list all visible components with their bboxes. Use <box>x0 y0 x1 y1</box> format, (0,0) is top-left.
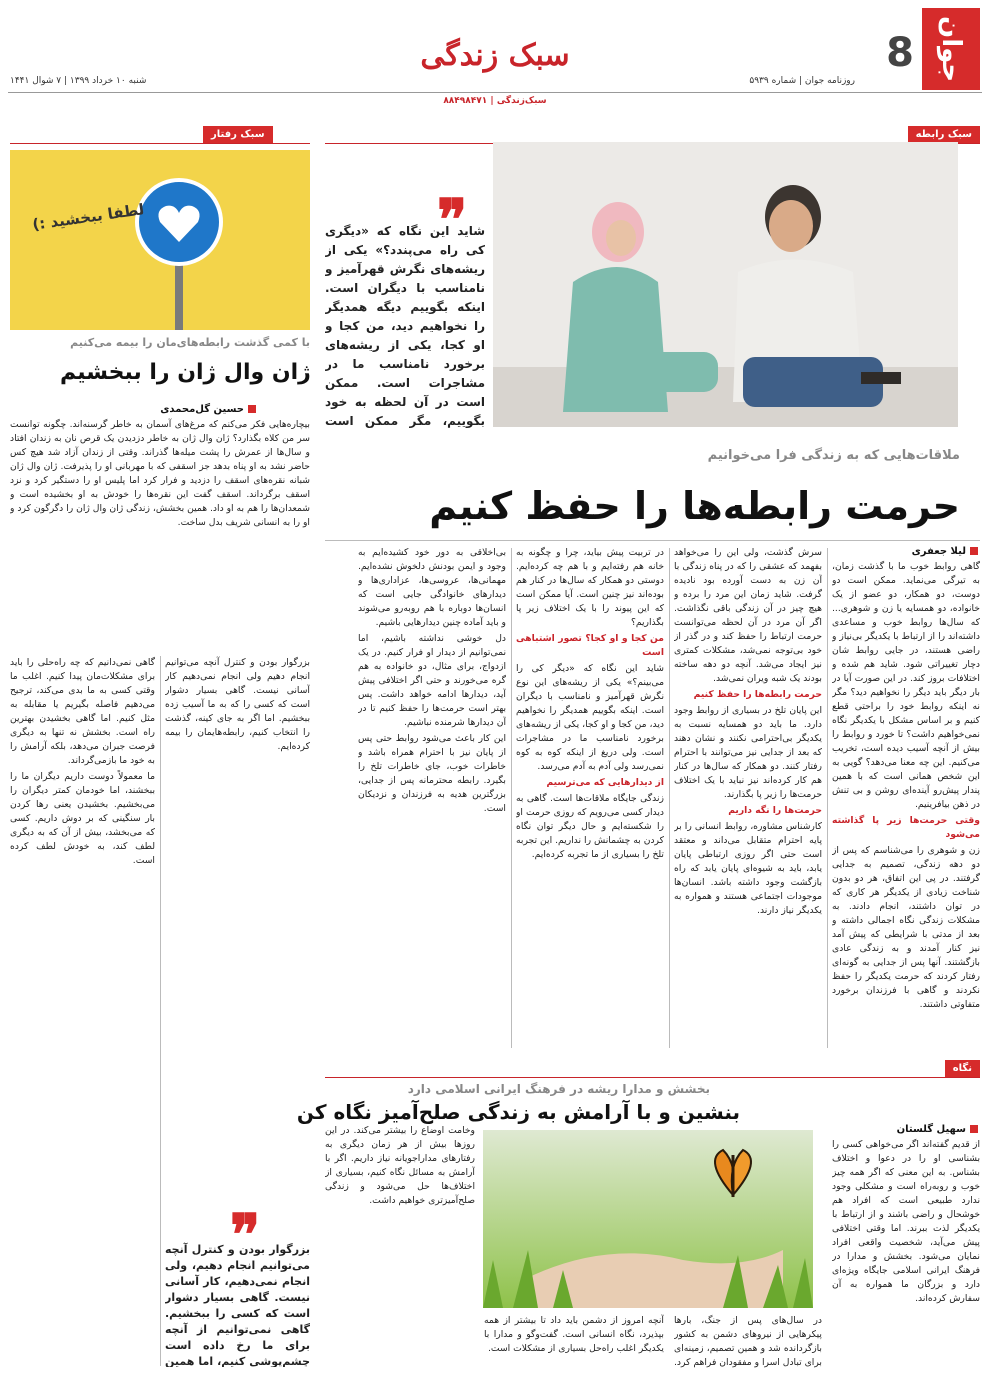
side-col-b-text: بزرگوار بودن و کنترل آنچه می‌توانیم انجام دهیم ولی انجام نمی‌دهیم کار آسانی نیست. گاهی بسیار دشوار است که کسی را که به ما آسیب زده ببخشیم. اما اگر به جای کینه، گذشت را انتخاب کنیم، رابطه‌هایمان را بیمه کرده‌ایم. <box>165 657 310 752</box>
main-col-2-text-c: کارشناس مشاوره، روابط انسانی را بر پایه احترام متقابل می‌داند و معتقد است حتی اگر روزی ارتباطی پایان یابد، باید به شیوه‌ای پایان یابد که راه بازگشت وجود داشته باشد. انسان‌ها موجودات اجتماعی هستند و همواره به یکدیگر نیاز دارند. <box>674 821 822 916</box>
page-number: 8 <box>886 30 914 76</box>
side-quote-mark: ❞ <box>230 1202 261 1268</box>
main-col-3-subhead-1: من کجا و او کجا؟ تصور اشتباهی است <box>516 633 664 658</box>
bottom-section-tag: نگاه <box>945 1060 980 1078</box>
bottom-col-3-text: آنچه امروز از دشمن باید داد تا بیشتر از همه بپذیرد، نگاه انسانی است. گفت‌وگو و مدارا با یکدیگر اغلب راه‌حل بسیاری از مشکلات است. <box>484 1315 664 1354</box>
bottom-col-1 <box>832 1138 980 1370</box>
side-intro <box>10 418 310 646</box>
main-col-1-text: گاهی روابط خوب ما با گذشت زمان، به تیرگی می‌نماید. ممکن است دو دوست، دو همکار، دو عضو از یک خانواده، دو همسایه یا زن و شوهری... که سال‌ها روابط خوب و مساعدی داشته‌اند را از ارتباط با یکدیگر بی‌نیاز و راضی هستند، در جایی روابط شان دچار تغییراتی شود. شاید هم شده و اختلافات بروز کند. در این صورت آیا در بار دیگر باید دیگر را نخواهیم دید؟ مگر نه اینکه روابط خود را براحتی قطع کنیم و بر اساس مشکل با یکدیگر نگاه نمی‌خواهیم داشت؟ تا خورد و روابط را بیش از آنچه آسیب دیده است، تخریب می‌کنیم. این چه معنا می‌دهد؟ گویی به این شخص همانی است که با همین پندار پیش‌رو آینده‌ای روشن و بی تنش در ذهن بیافرینیم. <box>832 561 980 810</box>
couple-illustration <box>493 142 958 427</box>
bottom-col-1-text: از قدیم گفته‌اند اگر می‌خواهی کسی را بشناسی او را در دعوا و اختلاف بشناس. به این معنی که اگر همه چیز خوب و روبه‌راه است و مشکلی وجود ندارد طبیعی است که افراد هم خوشحال و راضی باشند و از ارتباط با یکدیگر لذت ببرند. اما وقتی اختلافی پیش می‌آید، شخصیت واقعی افراد نمایان می‌شود. بخشش و مدارا در فرهنگ ایرانی اسلامی جایگاه ویژه‌ای دارد و بزرگان ما همواره به آن سفارش کرده‌اند. <box>832 1139 980 1304</box>
side-headline: ژان وال ژان را ببخشیم <box>60 360 311 385</box>
bottom-col-3 <box>484 1314 664 1370</box>
side-pullquote: بزرگوار بودن و کنترل آنچه می‌توانیم انجام دهیم، ولی انجام نمی‌دهیم، کار آسانی نیست. گاهی بسیار دشوار است که کسی را ببخشیم. گاهی نمی‌توانیم از آنچه برای ما رخ داده است چشم‌پوشی کنیم، اما همین <box>165 1243 310 1367</box>
section-masthead-sub: سبک‌زندگی | ۸۸۴۹۸۴۷۱ <box>443 96 547 106</box>
main-col-2-text: سرش گذشت، ولی این را می‌خواهد بفهمد که عشقی را که در پناه زندگی با آن زن به دست آورده بود نادیده گرفت. شاید زمان این مرد را برده و هیچ چیز در آن زندگی باقی نگذاشت. اگر آن مرد در آن لحظه می‌توانست حرمت ارتباط را حفظ کند و در گذر از خود بی‌توجه نمی‌شد، مشکلات کمتری نیز ایجاد می‌شد. آنچه دو دهه ساخته بودند یک شبه ویران نمی‌شد. <box>674 547 822 684</box>
date-info: شنبه ۱۰ خرداد ۱۳۹۹ | ۷ شوال ۱۴۴۱ <box>10 76 147 86</box>
bottom-tag-rule <box>325 1077 980 1078</box>
butterfly-photo <box>483 1130 813 1308</box>
main-col-2-subhead-1: حرمت رابطه‌ها را حفظ کنیم <box>693 689 822 700</box>
main-col-1 <box>832 560 980 1050</box>
col-divider <box>827 548 828 1048</box>
side-col-a <box>10 656 155 1366</box>
side-col-a-text: گاهی نمی‌دانیم که چه راه‌حلی را باید برای مشکلات‌مان پیدا کنیم. اغلب ما وقتی کسی به ما بدی می‌کند، ترجیح می‌دهیم فاصله بگیریم یا مقابله به مثل کنیم. اما گاهی بخشیدن بهترین راه است. بخشش نه تنها به دیگری فرصت جبران می‌دهد، بلکه آرامش را به خود ما بازمی‌گرداند. <box>10 657 155 766</box>
headline-rule <box>325 540 980 541</box>
col-divider <box>160 656 161 1366</box>
side-col-a-text-b: ما معمولاً دوست داریم دیگران ما را ببخشند، اما خودمان کمتر دیگران را می‌بخشیم. بخشیدن یعنی رها کردن بار سنگینی که بر دوش داریم. کسی که می‌بخشد، بیش از آن که به دیگری لطف کند، به خودش لطف کرده است. <box>10 771 155 866</box>
main-col-2-text-b: این پایان تلخ در بسیاری از روابط وجود دارد. ما باید دو همسایه نسبت به یکدیگر بی‌احترامی نکنند و نشان دهند که بعد از جدایی نیز می‌توانند با احترام رفتار کنند. دو همکار که سال‌ها در کنار هم کار کرده‌اند نیز نباید با یک اختلاف حرمت‌ها را زیر پا بگذارند. <box>674 705 822 800</box>
main-col-3-text: در تربیت پیش بیاید، چرا و چگونه به خانه هم رفته‌ایم و با هم چه کرده‌ایم. دوستی دو همکار که سال‌ها در کنار هم بوده‌اند نیز چنین است. آیا ممکن است که این پیوند را با یک اختلاف زیر پا بگذاریم؟ <box>516 547 664 628</box>
main-col-3-text-b: شاید این نگاه که «دیگر کی را می‌بینم؟» یکی از ریشه‌های این نوع نگرش قهرآمیز و نامناسب با دیگران است. اینکه بگوییم همدیگر را نخواهیم دید، من کجا و او کجا، یکی از ریشه‌های برخورد نامناسب ما در مشاجرات است. ولی دریغ از اینکه کوه به کوه نمی‌رسد ولی آدم به آدم می‌رسد. <box>516 663 664 772</box>
main-col-2-subhead-2: حرمت‌ها را نگه داریم <box>728 805 822 816</box>
main-col-3-text-c: زندگی جایگاه ملاقات‌ها است. گاهی به دیدار کسی می‌رویم که روزی حرمت او را شکسته‌ایم و حال دیگر توان نگاه کردن به چشمانش را نداریم. این تجربه تلخ را بسیاری از ما تجربه کرده‌ایم. <box>516 793 664 860</box>
bottom-headline: بنشین و با آرامش به زندگی صلح‌آمیز نگاه کن <box>296 1100 740 1124</box>
bottom-author: سهیل گلستان <box>897 1124 978 1135</box>
side-section-tag: سبک رفتار <box>203 126 273 144</box>
bottom-col-4 <box>325 1124 475 1370</box>
main-col-4-text-c: این کار باعث می‌شود روابط حتی پس از پایان نیز با احترام همراه باشد و خاطرات خوب، جای خاطرات تلخ را بگیرد. رابطه محترمانه پس از جدایی، بزرگترین هدیه به فرزندان و نزدیکان است. <box>358 733 506 814</box>
main-col-2 <box>674 546 822 1050</box>
sorry-sign-photo <box>10 150 310 330</box>
side-tag-rule <box>10 143 310 144</box>
side-col-b <box>165 656 310 1211</box>
section-masthead: سبک زندگی <box>420 38 570 73</box>
main-col-1-subhead: وقتی حرمت‌ها زیر پا گذاشته می‌شود <box>832 815 980 840</box>
pullquote-mark: ❞ <box>437 187 468 253</box>
main-author: لیلا جعفری <box>912 546 978 557</box>
main-pullquote: شاید این نگاه که «دیگری کی راه می‌پندد؟» یکی از ریشه‌های نگرش قهرآمیز و نامناسب با دیگران است. اینکه بگوییم دیگه همدیگر را نخواهیم دید، من کجا و او کجا، یکی از ریشه‌های برخورد نامناسب ما در مشاجرات است. ممکن است در آن لحظه به خود بگوییم، مگر ممکن است <box>325 224 485 428</box>
issue-info: روزنامه جوان | شماره ۵۹۳۹ <box>749 76 855 86</box>
main-headline: حرمت رابطه‌ها را حفظ کنیم <box>429 484 960 528</box>
main-col-4 <box>358 546 506 1050</box>
sorry-sign-illustration <box>10 150 310 330</box>
sorry-sign-text: لطفا ببخشید :) <box>31 200 146 234</box>
main-kicker: ملاقات‌هایی که به زندگی فرا می‌خوانیم <box>707 448 960 463</box>
main-col-4-text-b: دل خوشی نداشته باشیم، اما نمی‌توانیم از دیدار او فرار کنیم. در یک ازدواج، برای مثال، دو خانواده به هم گره می‌خورند و حتی اگر اختلافی پیش آید، دیدارها ادامه خواهد داشت. پس بهتر است حرمت‌ها را حفظ کنیم تا در آن دیدارها شرمنده نباشیم. <box>358 633 506 728</box>
bottom-col-2-text: در سال‌های پس از جنگ، بارها پیکرهایی از نیروهای دشمن به کشور بازگردانده شد و همین تصمیم، زمینه‌ای برای تبادل اسرا و مفقودان فراهم کرد. <box>674 1315 822 1368</box>
couple-photo <box>493 142 958 427</box>
butterfly-illustration <box>483 1130 813 1308</box>
bottom-kicker: بخشش و مدارا ریشه در فرهنگ ایرانی اسلامی دارد <box>407 1082 710 1096</box>
main-col-4-text: بی‌اخلاقی به دور خود کشیده‌ایم به وجود و ایمن بودنش دلخوش نشده‌ایم. مهمانی‌ها، عروسی‌ها، عزاداری‌ها و دیدارهای خانوادگی جایی است که انسان‌ها دوباره با هم روبه‌رو می‌شوند و باید آماده چنین دیدارهایی باشیم. <box>358 547 506 628</box>
col-divider <box>511 548 512 1048</box>
newspaper-logo: جوان <box>922 8 980 90</box>
main-col-3-subhead-2: از دیدارهایی که می‌ترسیم <box>546 777 664 788</box>
main-col-1-text-b: زن و شوهری را می‌شناسم که پس از دو دهه زندگی، تصمیم به جدایی گرفتند. در پی این اتفاق، هر دو بدون شناخت زیادی از یکدیگر هر کاری که در توان داشتند، انجام دادند. به مشکلات زندگی نگاه اجمالی داشته و بعد از مدتی با شرایطی که پیش آمد نیز کنار آمدند و به زندگی عادی بازگشتند. آنها پس از جدایی به گونه‌ای رفتار کردند که حرمت یکدیگر را حفظ نکردند و گاهی با فرزندان برخورد متفاوتی داشتند. <box>832 845 980 1010</box>
side-intro-text: بیچاره‌هایی فکر می‌کنم که مرغ‌های آسمان به خاطر گرسنه‌اند. چگونه توانست سر من کلاه بگذارد؟ ژان وال ژان به خاطر دزدیدن یک قرص نان به زندان افتاد و سال‌ها از عمرش را پشت میله‌ها گذراند. وقتی از زندان آزاد شد هیچ کس حاضر نشد به او پناه بدهد جز اسقفی که با مهربانی او را پذیرفت. ژان وال ژان شبانه نقره‌های اسقف را دزدید و فرار کرد اما پلیس او را دستگیر کرد و نزد اسقف برگرداند. اسقف گفت این نقره‌ها را خودش به او بخشیده است و شمعدان‌ها را هم به او داد. همین بخشش، زندگی ژان وال ژان را دگرگون کرد و او را به انسانی شریف بدل ساخت. <box>10 419 310 528</box>
main-section-tag: سبک رابطه <box>908 126 980 144</box>
header-rule <box>8 92 982 93</box>
side-author: حسین گل‌محمدی <box>160 404 256 415</box>
bottom-col-2 <box>674 1314 822 1370</box>
col-divider <box>669 548 670 1048</box>
bottom-col-4-text: وخامت اوضاع را بیشتر می‌کند. در این روزها بیش از هر زمان دیگری به رفتارهای مداراجویانه نیاز داریم. اگر با آرامش به مسائل نگاه کنیم، بسیاری از اختلاف‌ها حل می‌شود و زندگی صلح‌آمیزتری خواهیم داشت. <box>325 1125 475 1206</box>
side-kicker: با کمی گذشت رابطه‌های‌مان را بیمه می‌کنیم <box>70 336 310 349</box>
main-col-3 <box>516 546 664 1050</box>
